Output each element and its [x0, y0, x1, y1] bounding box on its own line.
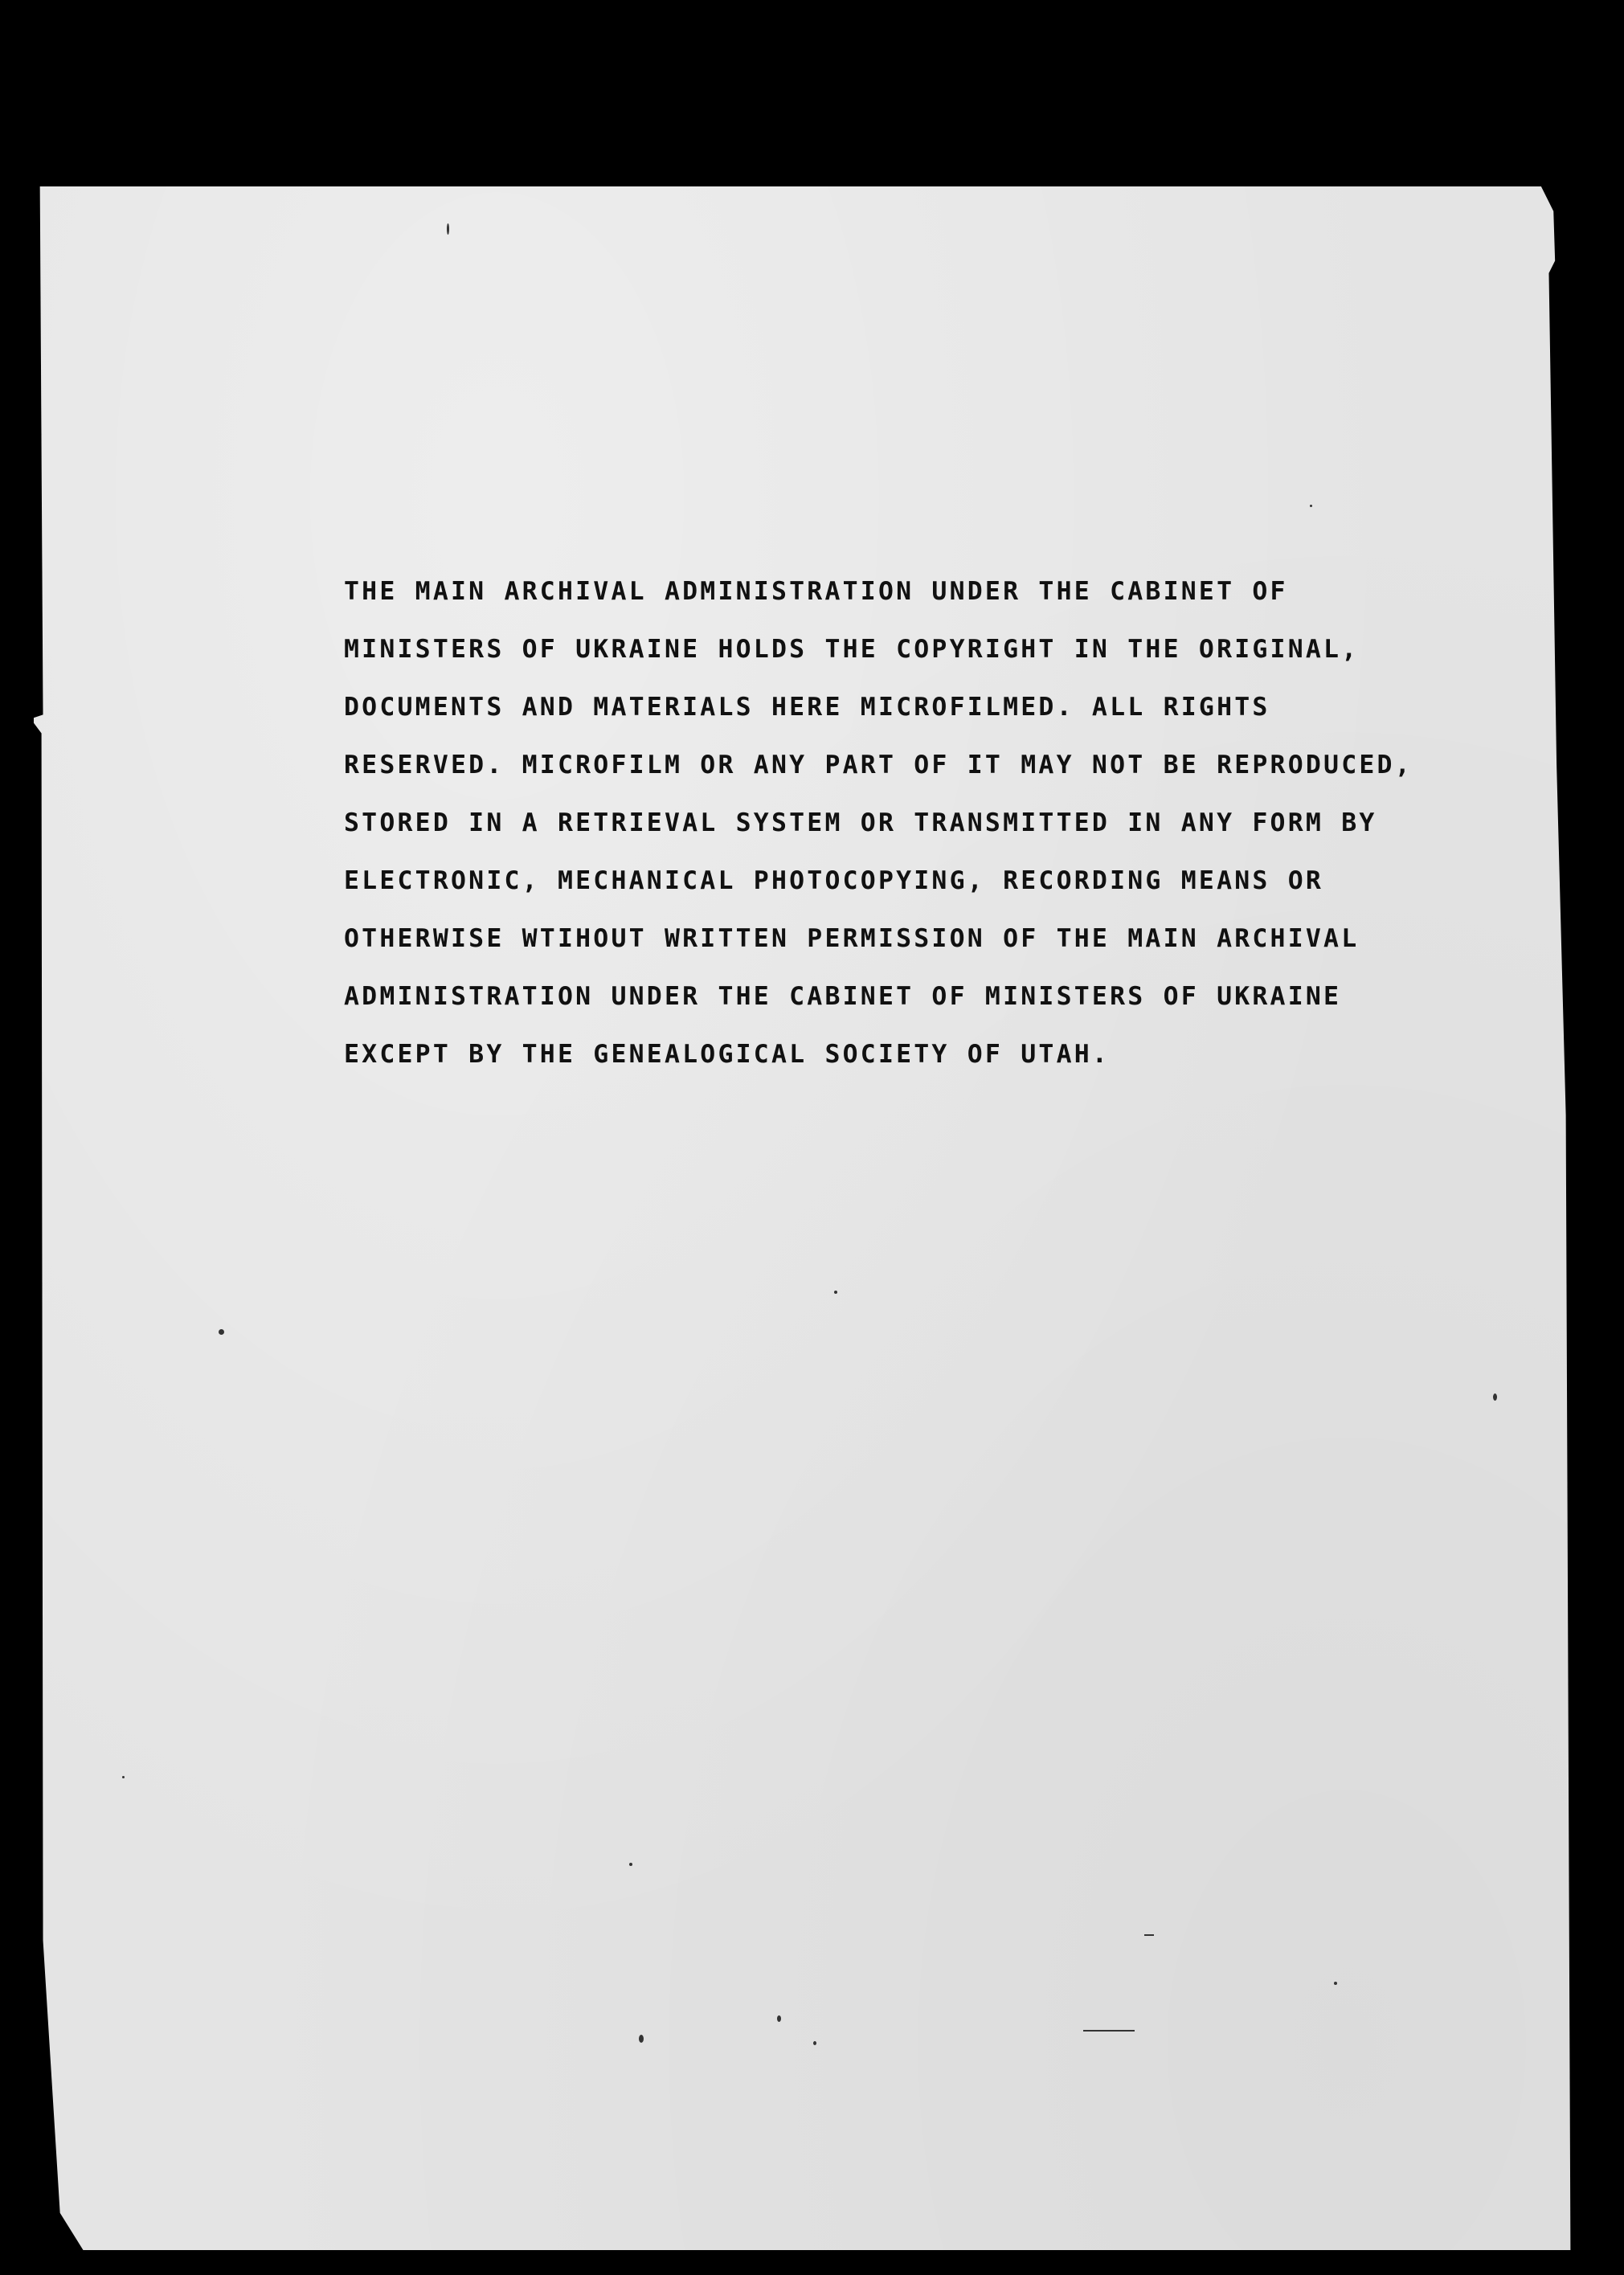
scan-mark	[1144, 1934, 1154, 1936]
dust-speck	[777, 2015, 781, 2022]
notice-line: MINISTERS OF UKRAINE HOLDS THE COPYRIGHT IN THE ORIGINAL,	[344, 635, 1360, 664]
dust-speck	[1334, 1982, 1337, 1985]
dust-speck	[447, 223, 449, 235]
notice-line: EXCEPT BY THE GENEALOGICAL SOCIETY OF UTAH.	[344, 1040, 1111, 1069]
notice-line: DOCUMENTS AND MATERIALS HERE MICROFILMED. ALL RIGHTS	[344, 693, 1270, 722]
dust-speck	[122, 1776, 125, 1778]
dust-speck	[813, 2041, 816, 2045]
notice-line: RESERVED. MICROFILM OR ANY PART OF IT MAY NOT BE REPRODUCED,	[344, 751, 1413, 779]
notice-line: ADMINISTRATION UNDER THE CABINET OF MINISTERS OF UKRAINE	[344, 982, 1342, 1011]
dust-speck	[639, 2035, 644, 2043]
notice-line: STORED IN A RETRIEVAL SYSTEM OR TRANSMITTED IN ANY FORM BY	[344, 808, 1377, 837]
notice-line: ELECTRONIC, MECHANICAL PHOTOCOPYING, RECORDING MEANS OR	[344, 866, 1324, 895]
copyright-notice	[344, 563, 1469, 1083]
dust-speck	[629, 1863, 632, 1866]
notice-line: THE MAIN ARCHIVAL ADMINISTRATION UNDER THE CABINET OF	[344, 577, 1288, 606]
dust-speck	[834, 1291, 837, 1294]
paper-sheet	[34, 186, 1578, 2250]
notice-line: OTHERWISE WTIHOUT WRITTEN PERMISSION OF THE MAIN ARCHIVAL	[344, 924, 1360, 953]
dust-speck	[1493, 1393, 1497, 1401]
dust-speck	[1310, 505, 1312, 507]
dust-speck	[219, 1329, 224, 1335]
scan-mark	[1083, 2030, 1135, 2032]
